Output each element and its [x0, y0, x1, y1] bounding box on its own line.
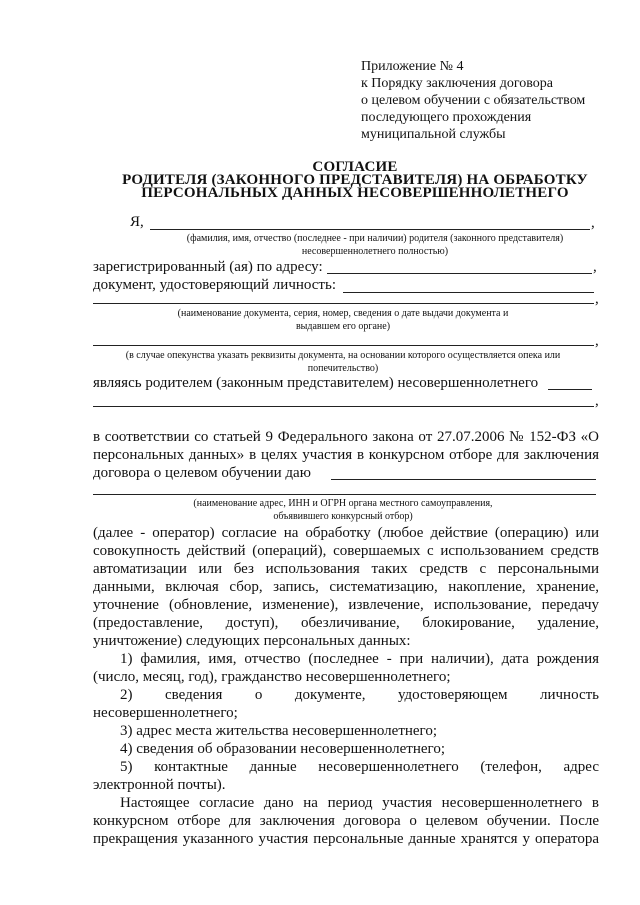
minor-name-line	[93, 406, 594, 407]
period-line-1: Настоящее согласие дано на период участия несовершеннолетнего в	[120, 795, 599, 811]
consent-line-2: совокупность действий (операций), совершаемых с использованием средств	[93, 543, 599, 559]
consent-line-3: автоматизации или без использования таких средств с персональными	[93, 561, 599, 577]
hint-doc-1: (наименование документа, серия, номер, сведения о дате выдачи документа и	[177, 308, 509, 319]
consent-line-4: данными, включая сбор, запись, систематизацию, накопление, хранение,	[93, 579, 599, 595]
parent-line	[548, 389, 592, 390]
hint-guard-2: попечительство)	[307, 363, 379, 374]
appendix-line-5: муниципальной службы	[361, 127, 506, 142]
document-label: документ, удостоверяющий личность:	[93, 277, 336, 293]
item-1-a: 1) фамилия, имя, отчество (последнее - при наличии), дата рождения	[120, 651, 599, 667]
law-line-3: договора о целевом обучении даю	[93, 465, 311, 481]
hint-guard-1: (в случае опекунства указать реквизиты документа, на основании которого осуществляется опека или	[125, 350, 561, 361]
comma: ,	[595, 333, 599, 349]
law-line-1: в соответствии со статьей 9 Федерального закона от 27.07.2006 № 152-ФЗ «О	[93, 429, 599, 445]
hint-operator-1: (наименование адрес, ИНН и ОГРН органа местного самоуправления,	[193, 498, 493, 509]
appendix-line-3: о целевом обучении с обязательством	[361, 93, 586, 108]
item-5-a: 5) контактные данные несовершеннолетнего (телефон, адрес	[120, 759, 599, 775]
consent-line-5: уточнение (обновление, изменение), извлечение, использование, передачу	[93, 597, 599, 613]
hint-doc-2: выдавшем его органе)	[295, 321, 391, 332]
i-label: Я,	[130, 214, 144, 230]
item-4: 4) сведения об образовании несовершеннолетнего;	[120, 741, 445, 757]
period-line-2: конкурсном отборе для заключения договора о целевом обучении. После	[93, 813, 599, 829]
item-1-b: (число, месяц, год), гражданство несовершеннолетнего;	[93, 669, 451, 685]
address-label: зарегистрированный (ая) по адресу:	[93, 259, 323, 275]
hint-fio-2: несовершеннолетнего полностью)	[301, 246, 449, 257]
document-subtitle-2: ПЕРСОНАЛЬНЫХ ДАННЫХ НЕСОВЕРШЕННОЛЕТНЕГО	[141, 185, 569, 201]
comma: ,	[591, 215, 595, 231]
address-line	[327, 273, 592, 274]
comma: ,	[595, 291, 599, 307]
item-2-a: 2) сведения о документе, удостоверяющем личность	[120, 687, 599, 703]
item-2-b: несовершеннолетнего;	[93, 705, 238, 721]
guardianship-line	[93, 345, 594, 346]
document-line-2	[93, 303, 594, 304]
document-title: СОГЛАСИЕ	[312, 159, 398, 175]
hint-fio-1: (фамилия, имя, отчество (последнее - при наличии) родителя (законного представителя)	[186, 233, 564, 244]
item-3: 3) адрес места жительства несовершеннолетнего;	[120, 723, 437, 739]
appendix-line-2: к Порядку заключения договора	[361, 76, 553, 91]
comma: ,	[595, 393, 599, 409]
document-subtitle-1: РОДИТЕЛЯ (ЗАКОННОГО ПРЕДСТАВИТЕЛЯ) НА ОБРАБОТКУ	[122, 172, 588, 188]
hint-operator-2: объявившего конкурсный отбор)	[273, 511, 413, 522]
consent-line-6: (предоставление, доступ), обезличивание, блокирование, удаление,	[93, 615, 599, 631]
document-line	[343, 292, 594, 293]
parent-label: являясь родителем (законным представителем) несовершеннолетнего	[93, 375, 539, 391]
item-5-b: электронной почты).	[93, 777, 226, 793]
comma: ,	[593, 259, 597, 275]
consent-line-7: уничтожение) следующих персональных данных:	[93, 633, 411, 649]
law-line-2: персональных данных» в целях участия в конкурсном отборе для заключения	[93, 447, 599, 463]
operator-line	[331, 479, 596, 480]
appendix-line-1: Приложение № 4	[361, 59, 464, 74]
appendix-line-4: последующего прохождения	[361, 110, 532, 125]
fio-line	[150, 229, 590, 230]
consent-line-1: (далее - оператор) согласие на обработку (любое действие (операцию) или	[93, 525, 599, 541]
period-line-3: прекращения указанного участия персональные данные хранятся у оператора	[93, 831, 599, 847]
operator-line-2	[93, 494, 596, 495]
